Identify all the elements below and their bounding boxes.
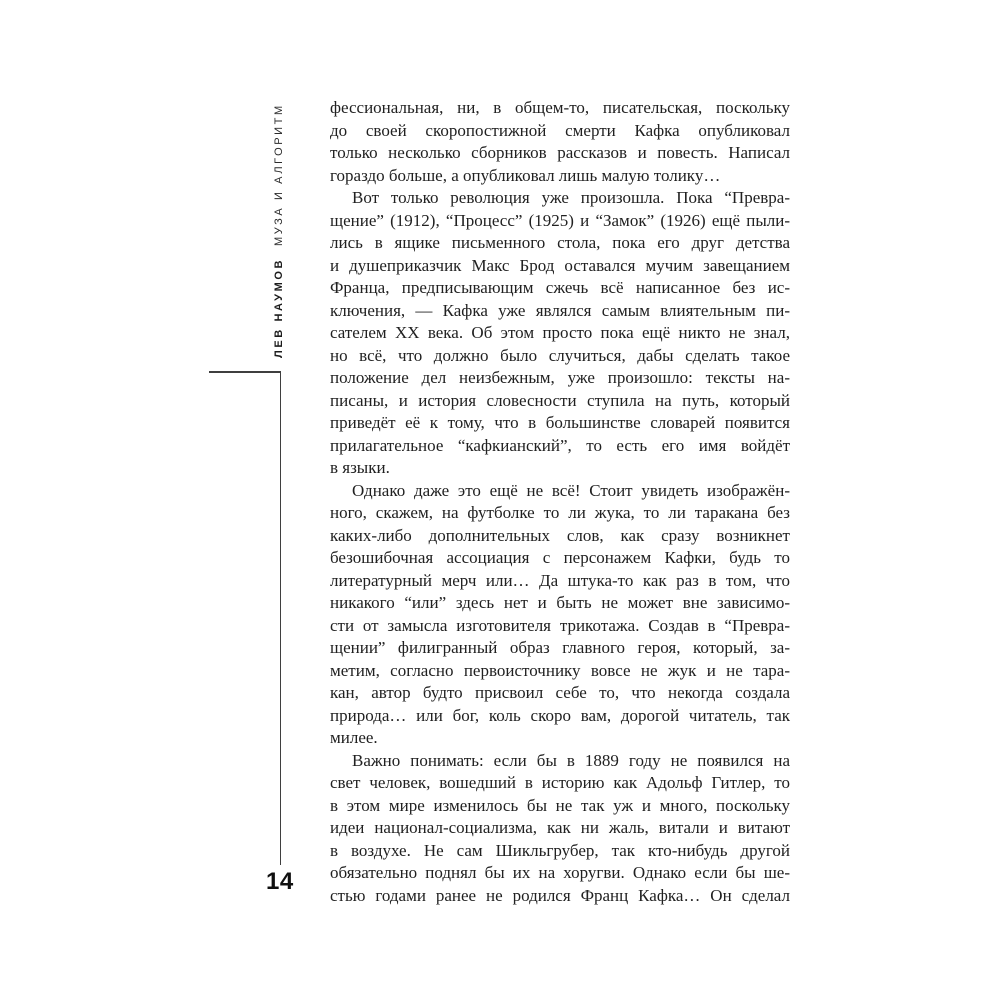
text-line: свет человек, вошедший в историю как Адольф Гитлер, то — [330, 773, 790, 792]
text-line: стью годами ранее не родился Франц Кафка… Он сделал — [330, 885, 790, 905]
text-line: в языки. — [330, 458, 390, 477]
text-line: природа… или бог, коль скоро вам, дорогой читатель, так — [330, 705, 790, 725]
text-line: литературный мерч или… Да штука-то как раз в том, что — [330, 570, 790, 590]
text-line: писаны, и история словесности ступила на путь, который — [330, 390, 790, 410]
text-line: гораздо больше, а опубликовал лишь малую толику… — [330, 165, 721, 185]
text-line: обязательно поднял бы их на хоругви. Однако если бы ше- — [330, 863, 790, 882]
text-line: каких-либо дополнительных слов, как сразу возникнет — [330, 525, 790, 545]
text-line: сателем XX века. Об этом просто пока ещё никто не знал, — [330, 323, 790, 342]
text-line: прилагательное “кафкианский”, то есть его имя войдёт — [330, 435, 790, 455]
text-line: безошибочная ассоциация с персонажем Кафки, будь то — [330, 548, 790, 567]
page-number: 14 — [266, 868, 294, 895]
text-line: щение” (1912), “Процесс” (1925) и “Замок” (1926) ещё пыли- — [330, 210, 790, 230]
text-line: фессиональная, ни, в общем-то, писательская, поскольку — [330, 98, 790, 117]
text-line: в этом мире изменилось бы не так уж и много, поскольку — [330, 795, 790, 815]
text-line: положение дел неизбежным, уже произошло: тексты на- — [330, 368, 790, 387]
margin-rule-horizontal — [209, 371, 281, 373]
spine-text — [273, 103, 285, 358]
text-line: милее. — [330, 728, 378, 747]
text-line: приведёт её к тому, что в большинстве словарей появится — [330, 413, 790, 432]
text-line: Важно понимать: если бы в 1889 году не появился на — [352, 750, 790, 770]
text-line: ного, скажем, на футболке то ли жука, то ли таракана без — [330, 503, 790, 522]
text-line: идеи национал-социализма, как ни жаль, витали и витают — [330, 818, 790, 837]
text-line: кан, автор будто присвоил себе то, что некогда создала — [330, 683, 790, 702]
spine-title: МУЗА И АЛГОРИТМ — [273, 103, 285, 246]
text-line: Однако даже это ещё не всё! Стоит увидеть изображён- — [352, 480, 790, 500]
text-line: только несколько сборников рассказов и повесть. Написал — [330, 143, 790, 162]
text-line: до своей скоропостижной смерти Кафка опубликовал — [330, 120, 790, 140]
text-line: Франца, предписывающим сжечь всё написанное без ис- — [330, 278, 790, 297]
text-line: сти от замысла изготовителя трикотажа. Создав в “Превра- — [330, 615, 790, 635]
text-line: ключения, — Кафка уже являлся самым влиятельным пи- — [330, 300, 790, 320]
text-line: но всё, что должно было случиться, дабы сделать такое — [330, 345, 790, 365]
text-line: метим, согласно первоисточнику вовсе не жук и не тара- — [330, 660, 790, 680]
margin-rule-vertical — [280, 371, 282, 865]
text-line: никакого “или” здесь нет и быть не может вне зависимо- — [330, 593, 790, 612]
body-text — [330, 97, 790, 907]
text-line: в воздухе. Не сам Шикльгрубер, так кто-нибудь другой — [330, 840, 790, 860]
spine-author: ЛЕВ НАУМОВ — [273, 257, 285, 358]
text-line: и душеприказчик Макс Брод оставался мучим завещанием — [330, 255, 790, 275]
text-line: щении” филигранный образ главного героя, который, за- — [330, 638, 790, 657]
text-line: лись в ящике письменного стола, пока его друг детства — [330, 233, 790, 252]
text-line: Вот только революция уже произошла. Пока “Превра- — [352, 188, 790, 207]
